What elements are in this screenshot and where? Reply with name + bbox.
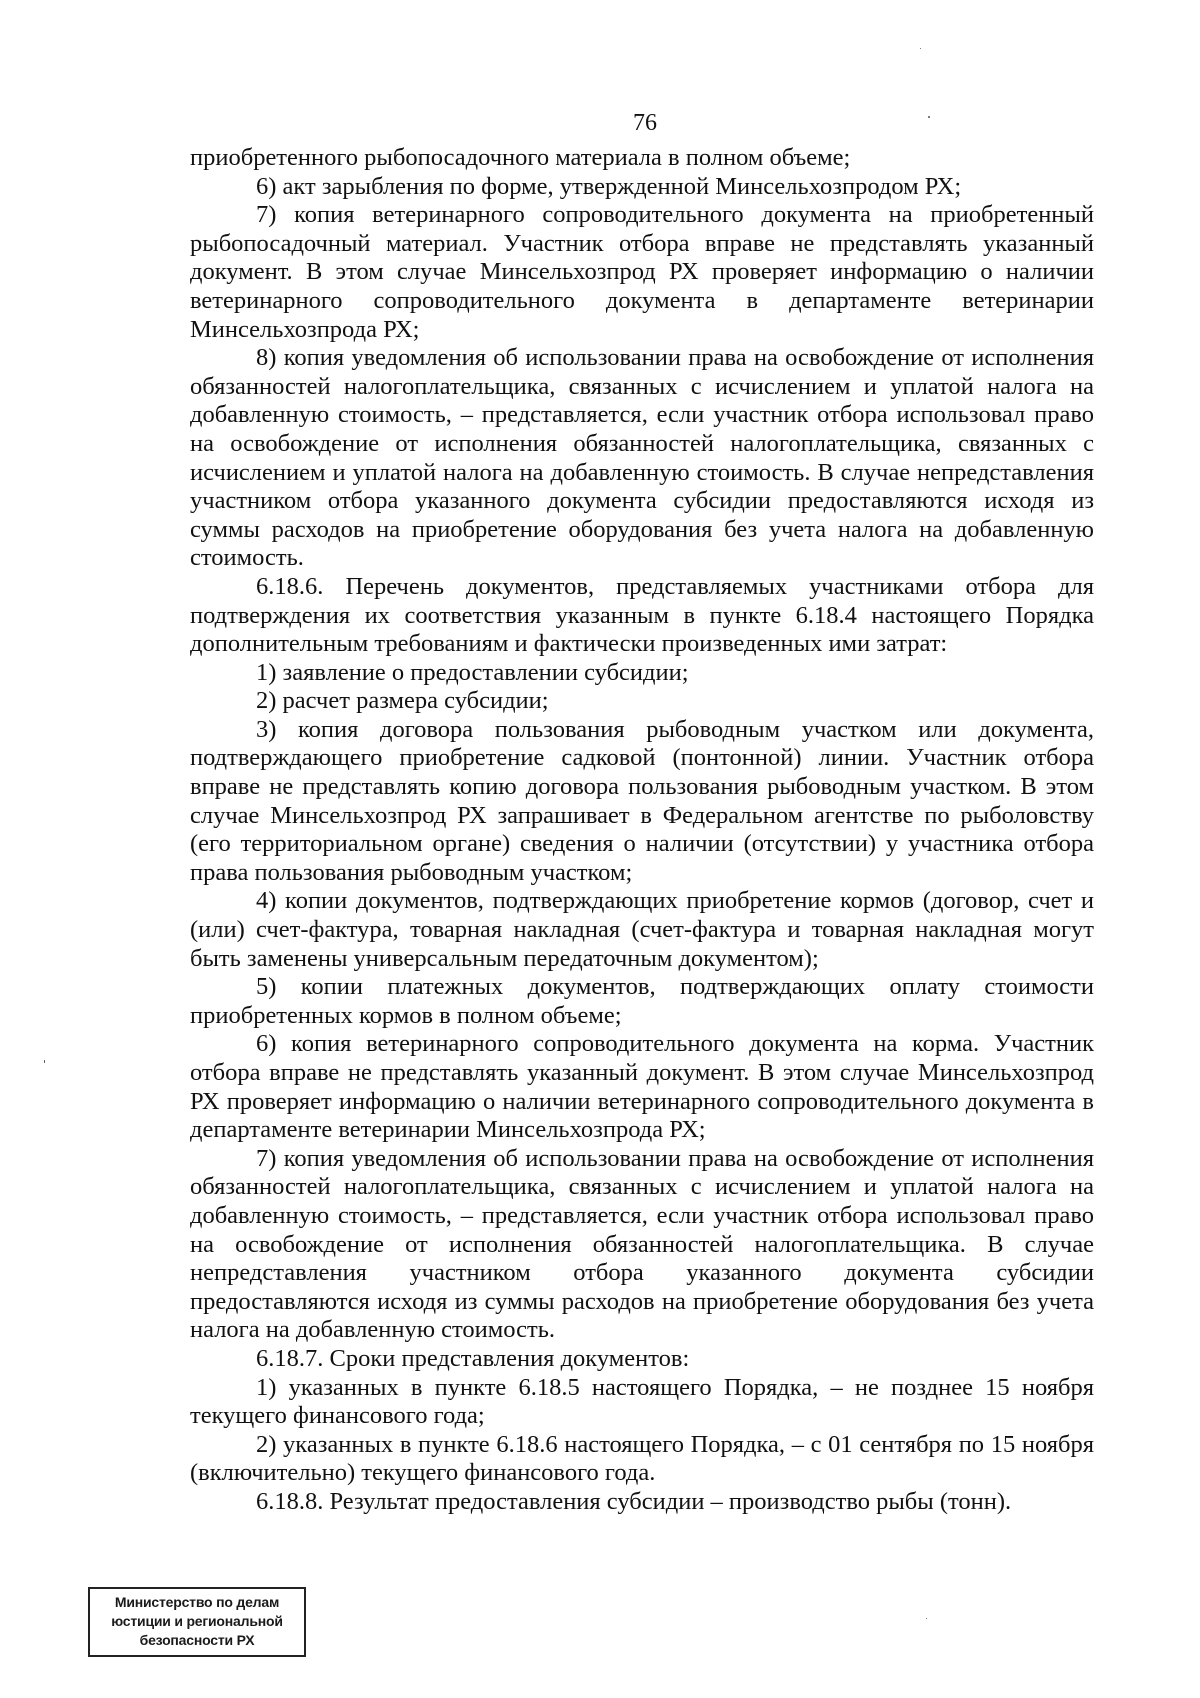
paragraph: 6) копия ветеринарного сопроводительного документа на корма. Участник отбора вправе не представлять указанный документ. В этом случае Минсельхозпрод РХ проверяет информацию о наличии ветеринарного сопроводительного документа в департаменте ветеринарии Минсельхозпрода РХ; <box>190 1030 1094 1144</box>
scan-speck <box>928 116 930 118</box>
paragraph: 3) копия договора пользования рыбоводным участком или документа, подтверждающего приобретение садковой (понтонной) линии. Участник отбора вправе не представлять копию договора пользования рыбоводным участком. В этом случае Минсельхозпрод РХ запрашивает в Федеральном агентстве по рыболовству (его территориальном органе) сведения о наличии (отсутствии) у участника отбора права пользования рыбоводным участком; <box>190 715 1094 886</box>
paragraph: 8) копия уведомления об использовании права на освобождение от исполнения обязанностей налогоплательщика, связанных с исчислением и уплатой налога на добавленную стоимость, – представляется, если участник отбора использовал право на освобождение от исполнения обязанностей налогоплательщика, связанных с исчислением и уплатой налога на добавленную стоимость. В случае непредставления участником отбора указанного документа субсидии предоставляются исходя из суммы расходов на приобретение оборудования без учета налога на добавленную стоимость. <box>190 344 1094 572</box>
paragraph: 2) расчет размера субсидии; <box>256 687 549 715</box>
paragraph: 1) указанных в пункте 6.18.5 настоящего Порядка, – не позднее 15 ноября текущего финансового года; <box>190 1373 1094 1430</box>
scan-speck <box>920 48 921 49</box>
paragraph: 5) копии платежных документов, подтверждающих оплату стоимости приобретенных кормов в полном объеме; <box>190 973 1094 1029</box>
paragraph: 1) заявление о предоставлении субсидии; <box>256 658 689 686</box>
stamp-line: Министерство по делам <box>114 1594 280 1610</box>
paragraph: 2) указанных в пункте 6.18.6 настоящего Порядка, – с 01 сентября по 15 ноября (включительно) текущего финансового года. <box>190 1430 1094 1487</box>
scan-speck <box>926 1618 927 1619</box>
paragraph: 6.18.8. Результат предоставления субсидии – производство рыбы (тонн). <box>256 1487 1012 1515</box>
ministry-stamp <box>88 1587 306 1657</box>
paragraph: 6.18.7. Сроки представления документов: <box>256 1344 690 1372</box>
paragraph: 6) акт зарыбления по форме, утвержденной Минсельхозпродом РХ; <box>256 172 962 200</box>
paragraph: 4) копии документов, подтверждающих приобретение кормов (договор, счет и (или) счет-фактура, товарная накладная (счет-фактура и товарная накладная могут быть заменены универсальным передаточным документом); <box>190 887 1094 972</box>
stamp-line: безопасности РХ <box>139 1632 255 1648</box>
paragraph: 7) копия ветеринарного сопроводительного документа на приобретенный рыбопосадочный материал. Участник отбора вправе не представлять указанный документ. В этом случае Минсельхозпрод РХ проверяет информацию о наличии ветеринарного сопроводительного документа в департаменте ветеринарии Минсельхозпрода РХ; <box>190 201 1094 343</box>
document-body <box>190 144 1094 1517</box>
paragraph: 6.18.6. Перечень документов, представляемых участниками отбора для подтверждения их соответствия указанным в пункте 6.18.4 настоящего Порядка дополнительным требованиям и фактически произведенных ими затрат: <box>190 572 1094 658</box>
stamp-line: юстиции и региональной <box>111 1613 283 1629</box>
paragraph: 7) копия уведомления об использовании права на освобождение от исполнения обязанностей налогоплательщика, связанных с исчислением и уплатой налога на добавленную стоимость, – представляется, если участник отбора использовал право на освобождение от исполнения обязанностей налогоплательщика. В случае непредставления участником отбора указанного документа субсидии предоставляются исходя из суммы расходов на приобретение оборудования без учета налога на добавленную стоимость. <box>190 1144 1094 1344</box>
paragraph: приобретенного рыбопосадочного материала в полном объеме; <box>190 144 851 171</box>
page-number: 76 <box>633 110 657 136</box>
scan-speck <box>44 1060 45 1063</box>
